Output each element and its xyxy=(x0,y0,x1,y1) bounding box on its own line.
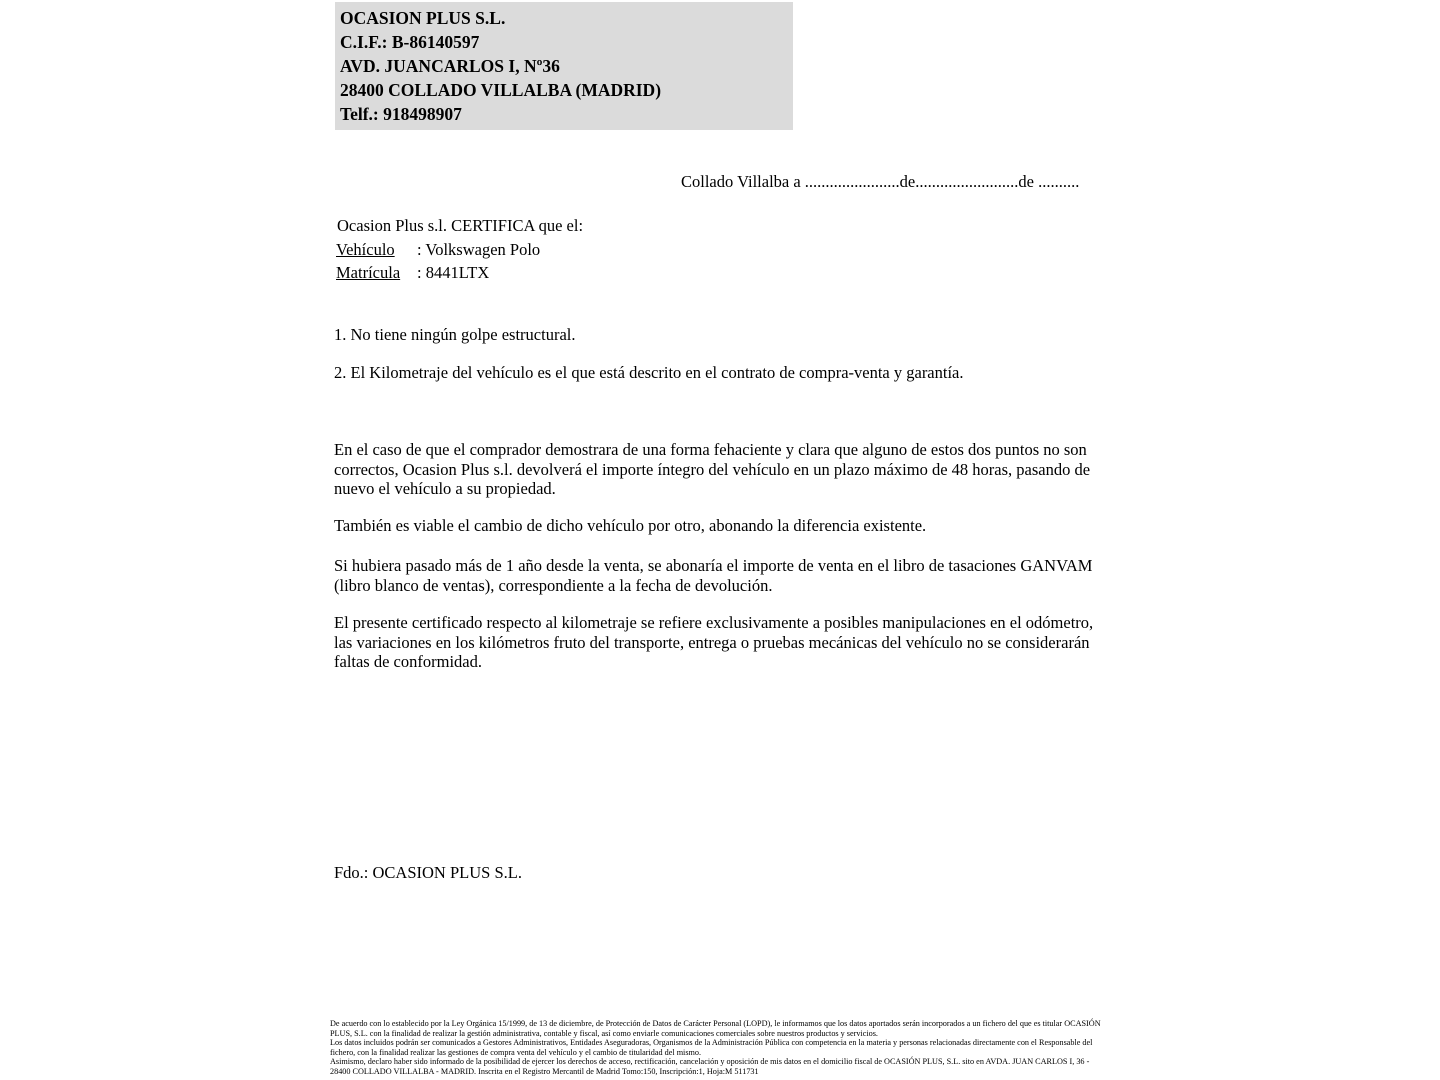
plate-value: : 8441LTX xyxy=(417,263,490,282)
company-header xyxy=(335,2,793,130)
company-address: AVD. JUANCARLOS I, Nº36 xyxy=(340,56,560,76)
paragraph-refund: En el caso de que el comprador demostrara de una forma fehaciente y clara que alguno de estos dos puntos no son correctos, Ocasion Plus s.l. devolverá el importe íntegro del vehículo en un plazo máximo de 48 horas, pasando de nuevo el vehículo a su propiedad. xyxy=(334,440,1091,499)
legal-footer xyxy=(330,1019,1102,1077)
signature-line: Fdo.: OCASION PLUS S.L. xyxy=(334,863,522,882)
company-city: 28400 COLLADO VILLALBA (MADRID) xyxy=(340,80,662,100)
company-name: OCASION PLUS S.L. xyxy=(340,8,506,28)
legal-paragraph-lopd: De acuerdo con lo establecido por la Ley Orgánica 15/1999, de 13 de diciembre, de Protección de Datos de Carácter Personal (LOPD), le informamos que los datos aportados serán incorporados a un fichero del que es titular OCASIÓN PLUS, S.L. con la finalidad de realizar la gestión administrativa, contable y fiscal, así como enviarle comunicaciones comerciales sobre nuestros productos y servicios. xyxy=(330,1019,1101,1038)
vehicle-value: : Volkswagen Polo xyxy=(417,240,541,259)
plate-line xyxy=(336,263,489,283)
plate-label: Matrícula xyxy=(336,263,401,282)
point-1: 1. No tiene ningún golpe estructural. xyxy=(334,325,576,344)
paragraph-ganvam: Si hubiera pasado más de 1 año desde la venta, se abonaría el importe de venta en el libro de tasaciones GANVAM (libro blanco de ventas), correspondiente a la fecha de devolución. xyxy=(334,556,1093,595)
legal-paragraph-rights: Asimismo, declaro haber sido informado de la posibilidad de ejercer los derechos de acceso, rectificación, cancelación y oposición de mis datos en el domicilio fiscal de OCASIÓN PLUS, S.L. sito en AVDA. JUAN CARLOS I, 36 - 28400 COLLADO VILLALBA - MADRID. Inscrita en el Registro Mercantil de Madrid Tomo:150, Inscripción:1, Hoja:M 511731 xyxy=(330,1057,1090,1076)
date-line: Collado Villalba a .......................de.........................de .......... xyxy=(681,172,1080,191)
point-2: 2. El Kilometraje del vehículo es el que está descrito en el contrato de compra-venta y garantía. xyxy=(334,363,964,382)
paragraph-exchange: También es viable el cambio de dicho vehículo por otro, abonando la diferencia existente. xyxy=(334,516,927,535)
legal-paragraph-data-sharing: Los datos incluidos podrán ser comunicados a Gestores Administrativos, Entidades Aseguradoras, Organismos de la Administración Pública con competencia en la materia y personas relacionadas directamente con el Responsable del fichero, con la finalidad realizar las gestiones de compra venta del vehículo y el cambio de titularidad del mismo. xyxy=(330,1038,1093,1057)
company-cif: C.I.F.: B-86140597 xyxy=(340,32,480,52)
vehicle-line xyxy=(336,240,540,260)
company-phone: Telf.: 918498907 xyxy=(340,104,462,124)
vehicle-label: Vehículo xyxy=(336,240,395,259)
certifica-intro: Ocasion Plus s.l. CERTIFICA que el: xyxy=(337,216,584,235)
paragraph-odometer: El presente certificado respecto al kilometraje se refiere exclusivamente a posibles manipulaciones en el odómetro, las variaciones en los kilómetros fruto del transporte, entrega o pruebas mecánicas del vehículo no se considerarán faltas de conformidad. xyxy=(334,613,1094,672)
